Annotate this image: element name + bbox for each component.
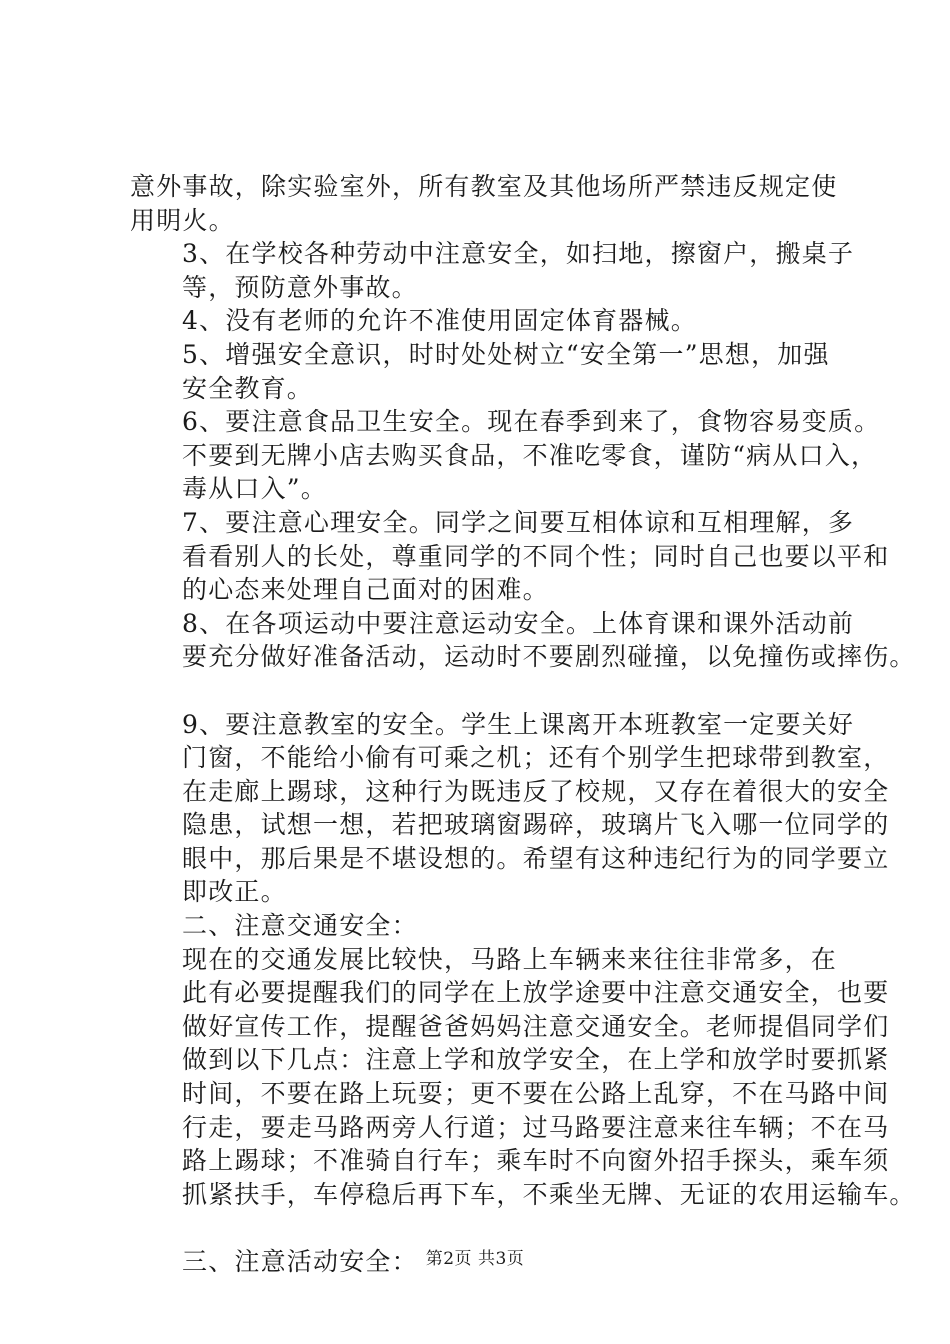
page-number-label: 第2页 共3页 (425, 1249, 525, 1269)
text-line: 6、要注意食品卫生安全。现在春季到来了，食物容易变质。 (182, 407, 881, 437)
text-line: 二、注意交通安全： (182, 911, 418, 941)
text-line: 意外事故，除实验室外，所有教室及其他场所严禁违反规定使 (130, 172, 838, 201)
text-line: 抓紧扶手，车停稳后再下车，不乘坐无牌、无证的农用运输车。 (182, 1179, 916, 1209)
text-line: 4、没有老师的允许不准使用固定体育器械。 (182, 306, 697, 336)
text-line: 安全教育。 (182, 373, 314, 403)
text-line: 毒从口入”。 (182, 474, 327, 504)
paragraph (130, 170, 846, 237)
paragraph (130, 304, 846, 338)
paragraph (130, 607, 916, 674)
text-line: 时间，不要在路上玩耍；更不要在公路上乱穿，不在马路中间 (182, 1079, 890, 1109)
text-line: 不要到无牌小店去购买食品，不准吃零食，谨防“病从口入， (182, 440, 878, 470)
text-line: 行走，要走马路两旁人行道；过马路要注意来往车辆；不在马 (182, 1112, 890, 1142)
text-line: 此有必要提醒我们的同学在上放学途要中注意交通安全，也要 (182, 978, 890, 1008)
paragraph (130, 338, 846, 405)
text-line: 即改正。 (182, 877, 287, 907)
text-line: 门窗，不能给小偷有可乘之机；还有个别学生把球带到教室， (182, 743, 890, 773)
paragraph (130, 405, 881, 506)
paragraph (130, 943, 916, 1212)
text-line: 要充分做好准备活动，运动时不要剧烈碰撞，以免撞伤或摔伤。 (182, 642, 916, 672)
paragraph (130, 909, 846, 943)
text-line: 做好宣传工作，提醒爸爸妈妈注意交通安全。老师提倡同学们 (182, 1011, 890, 1041)
text-line: 7、要注意心理安全。同学之间要互相体谅和互相理解，多 (182, 507, 855, 537)
text-line: 5、增强安全意识，时时处处树立“安全第一”思想，加强 (182, 339, 830, 369)
text-line: 眼中，那后果是不堪设想的。希望有这种违纪行为的同学要立 (182, 843, 890, 873)
paragraph (130, 506, 890, 607)
text-line: 3、在学校各种劳动中注意安全，如扫地，擦窗户，搬桌子 (182, 239, 855, 269)
text-line: 9、要注意教室的安全。学生上课离开本班教室一定要关好 (182, 709, 855, 739)
text-line: 用明火。 (130, 205, 235, 235)
text-line: 的心态来处理自己面对的困难。 (182, 575, 549, 605)
text-line: 等，预防意外事故。 (182, 272, 418, 302)
text-line: 在走廊上踢球，这种行为既违反了校规，又存在着很大的安全 (182, 776, 890, 806)
paragraph (130, 708, 890, 910)
document-body (130, 170, 916, 1279)
paragraph (130, 237, 855, 304)
text-line: 路上踢球；不准骑自行车；乘车时不向窗外招手探头，乘车须 (182, 1146, 890, 1176)
text-line: 三、注意活动安全： (182, 1247, 418, 1276)
text-line: 做到以下几点：注意上学和放学安全，在上学和放学时要抓紧 (182, 1045, 890, 1075)
text-line: 8、在各项运动中要注意运动安全。上体育课和课外活动前 (182, 608, 855, 638)
text-line: 看看别人的长处，尊重同学的不同个性；同时自己也要以平和 (182, 541, 890, 571)
text-line: 现在的交通发展比较快，马路上车辆来来往往非常多，在 (182, 944, 838, 974)
text-line: 隐患，试想一想，若把玻璃窗踢碎，玻璃片飞入哪一位同学的 (182, 810, 890, 840)
page-footer (0, 1244, 950, 1269)
